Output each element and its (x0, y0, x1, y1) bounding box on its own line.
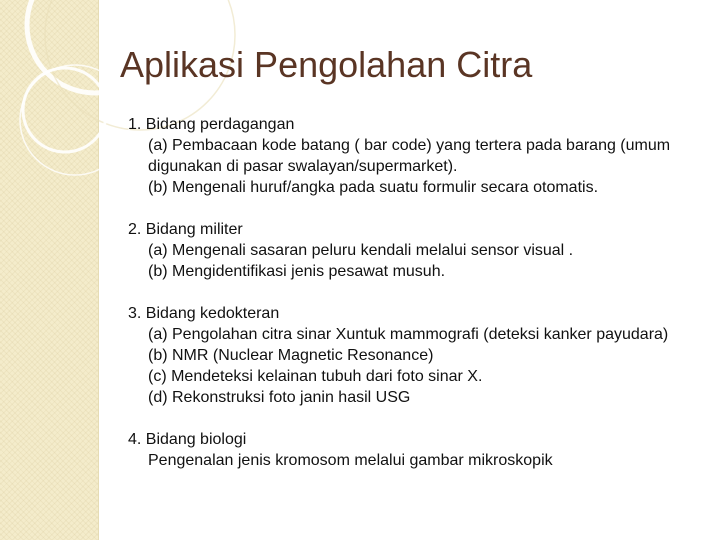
section-militer (128, 221, 698, 281)
section-biologi (128, 431, 698, 470)
slide-content (128, 116, 698, 473)
list-item: digunakan di pasar swalayan/supermarket). (148, 158, 458, 175)
section-kedokteran (128, 305, 698, 407)
list-item: (b) Mengidentifikasi jenis pesawat musuh. (148, 263, 446, 280)
list-item: (a) Pengolahan citra sinar Xuntuk mammografi (deteksi kanker payudara) (148, 326, 669, 343)
slide-title: Aplikasi Pengolahan Citra (120, 44, 533, 85)
section-heading: 4. Bidang biologi (128, 431, 247, 448)
list-item: (d) Rekonstruksi foto janin hasil USG (148, 389, 411, 406)
section-heading: 2. Bidang militer (128, 221, 243, 238)
list-item: (a) Mengenali sasaran peluru kendali melalui sensor visual . (148, 242, 574, 259)
list-item: (b) NMR (Nuclear Magnetic Resonance) (148, 347, 434, 364)
list-item: Pengenalan jenis kromosom melalui gambar mikroskopik (148, 452, 553, 469)
ring-medium (20, 65, 130, 175)
section-perdagangan (128, 116, 698, 197)
section-heading: 1. Bidang perdagangan (128, 116, 295, 133)
list-item: (b) Mengenali huruf/angka pada suatu formulir secara otomatis. (148, 179, 599, 196)
list-item: (c) Mendeteksi kelainan tubuh dari foto sinar X. (148, 368, 483, 385)
section-heading: 3. Bidang kedokteran (128, 305, 280, 322)
list-item: (a) Pembacaan kode batang ( bar code) yang tertera pada barang (umum (148, 137, 671, 154)
